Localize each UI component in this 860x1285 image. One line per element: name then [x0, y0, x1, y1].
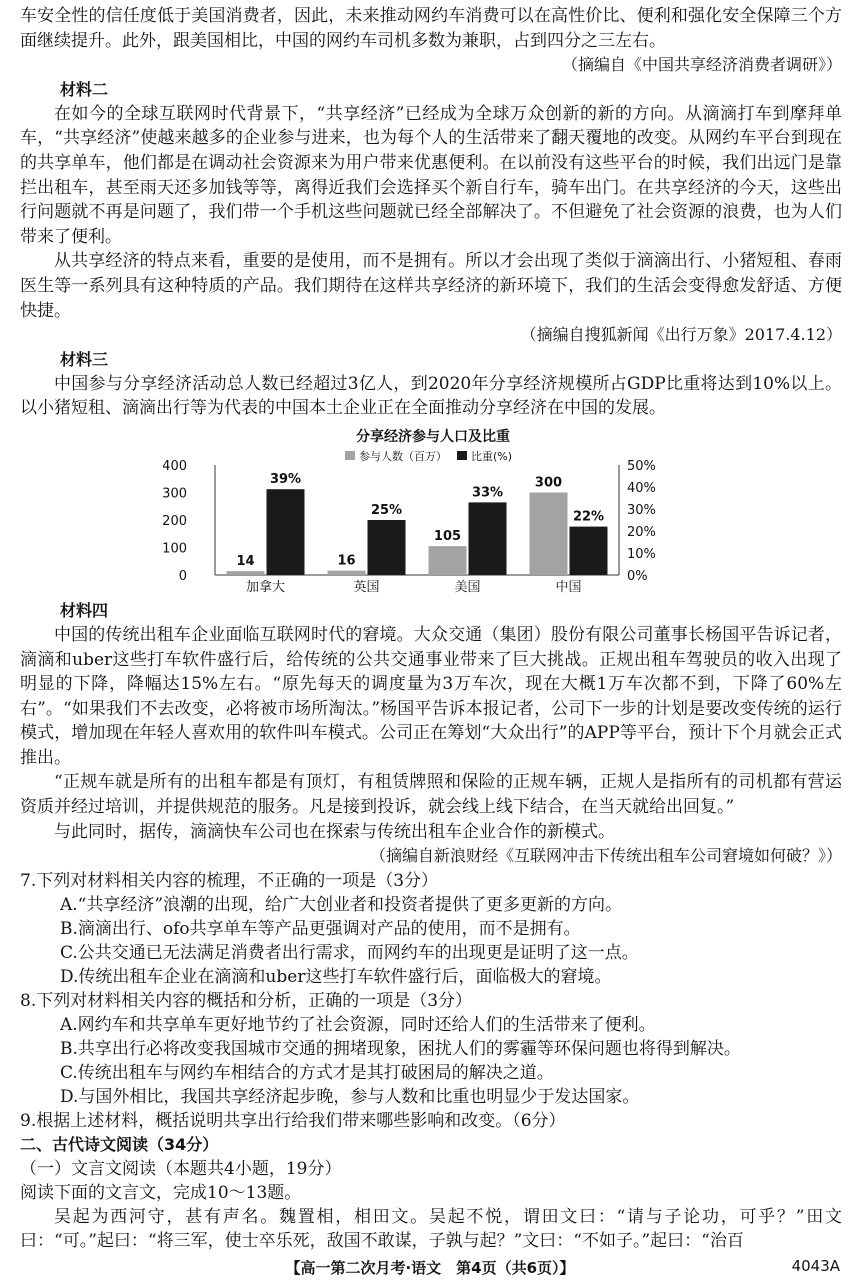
bar-participants	[328, 571, 366, 575]
y-tick-left-label: 0	[178, 568, 187, 584]
y-tick-right-label: 40%	[627, 480, 656, 496]
classical-text-paragraph: 吴起为西河守，甚有声名。魏置相，相田文。吴起不悦，谓田文曰：“请与子论功，可乎？”田文曰：“可。”起曰：“将三军，使士卒乐死，敌国不敢谋，子孰与起？”文曰：“不如子。”起曰：“治百	[20, 1206, 842, 1252]
bar-share	[368, 520, 406, 575]
material4-paragraph-1: 中国的传统出租车企业面临互联网时代的窘境。大众交通（集团）股份有限公司董事长杨国平告诉记者，滴滴和uber这些打车软件盛行后，给传统的公共交通事业带来了巨大挑战。正规出租车驾驶员的收入出现了明显的下降，降幅达15%左右。“原先每天的调度量为3万车次，现在大概1万车次都不到，下降了60%左右”。“如果我们不去改变，必将被市场所淘汰。”杨国平告诉本报记者，公司下一步的计划是要改变传统的运行模式，增加现在年轻人喜欢用的软件叫车模式。公司正在筹划“大众出行”的APP等平台，预计下个月就会正式推出。	[20, 624, 842, 768]
bar-participants	[429, 546, 467, 575]
bar-data-label: 39%	[269, 472, 302, 488]
x-category-label: 加拿大	[245, 579, 286, 595]
bar-participants	[530, 492, 568, 575]
legend-swatch	[345, 451, 355, 460]
y-tick-left-label: 200	[163, 513, 187, 529]
y-tick-right-label: 10%	[627, 546, 656, 562]
chart-plot-area	[163, 459, 656, 595]
bar-data-label: 25%	[370, 502, 403, 518]
bar-data-label: 105	[433, 529, 462, 545]
x-category-label: 美国	[454, 579, 481, 595]
material2-heading: 材料二	[60, 79, 109, 99]
y-tick-right-label: 20%	[627, 524, 656, 540]
legend-label: 参与人数（百万）	[359, 449, 447, 463]
question-8-stem: 8.下列对材料相关内容的概括和分析，正确的一项是（3分）	[20, 990, 473, 1011]
legend-label: 比重(%)	[471, 449, 513, 463]
material2-paragraph-1: 在如今的全球互联网时代背景下，“共享经济”已经成为全球万众创新的新的方向。从滴滴打车到摩拜单车，“共享经济”使越来越多的企业参与进来，也为每个人的生活带来了翻天覆地的改变。从网约车平台到现在的共享单车，他们都是在调动社会资源来为用户带来优惠便利。在以前没有这些平台的时候，我们出远门是靠拦出租车，甚至雨天还多加钱等等，离得近我们会选择买个新自行车，骑车出门。在共享经济的今天，这些出行问题就不再是问题了，我们带一个手机这些问题就已经全部解决了。不但避免了社会资源的浪费，也为人们带来了便利。	[20, 103, 842, 247]
section-2-instruction: 阅读下面的文言文，完成10～13题。	[20, 1182, 302, 1203]
question-8-option-b: B.共享出行必将改变我国城市交通的拥堵现象，困扰人们的雾霾等环保问题也将得到解决。	[60, 1038, 741, 1059]
bar-data-label: 300	[534, 475, 563, 491]
legend-swatch	[457, 451, 467, 460]
bar-share	[570, 527, 608, 575]
page-footer	[0, 1254, 860, 1280]
y-tick-left-label: 100	[163, 541, 187, 557]
material4-paragraph-3: 与此同时，据传，滴滴快车公司也在探索与传统出租车企业合作的新模式。	[54, 821, 615, 842]
x-category-label: 中国	[555, 579, 582, 595]
bar-data-label: 33%	[471, 485, 504, 501]
question-9-stem: 9.根据上述材料，概括说明共享出行给我们带来哪些影响和改变。（6分）	[20, 1110, 566, 1131]
material3-heading: 材料三	[60, 349, 109, 369]
material4-paragraph-2: “正规车就是所有的出租车都是有顶灯，有租赁牌照和保险的正规车辆，正规人是指所有的司机都有营运资质并经过培训，并提供规范的服务。凡是接到投诉，就会线上线下结合，在当天就给出回复。”	[20, 772, 842, 818]
material1-tail: 车安全性的信任度低于美国消费者，因此，未来推动网约车消费可以在高性价比、便利和强化安全保障三个方面继续提升。此外，跟美国相比，中国的网约车司机多数为兼职，占到四分之三左右。	[20, 6, 842, 51]
page-content	[20, 4, 842, 1254]
question-7-stem: 7.下列对材料相关内容的梳理，不正确的一项是（3分）	[20, 870, 439, 891]
chart-legend	[345, 449, 512, 463]
section-2-subtitle: （一）文言文阅读（本题共4小题，19分）	[20, 1158, 342, 1179]
bar-share	[469, 502, 507, 575]
material1-source: （摘编自《中国共享经济消费者调研》）	[561, 55, 842, 75]
chart-title: 分享经济参与人口及比重	[356, 428, 510, 445]
y-tick-left-label: 400	[163, 458, 187, 474]
bar-chart	[163, 427, 703, 595]
question-7-option-b: B.滴滴出行、ofo共享单车等产品更强调对产品的使用，而不是拥有。	[60, 918, 581, 939]
y-tick-left-label: 300	[163, 486, 187, 502]
material4-heading: 材料四	[60, 600, 109, 620]
x-category-label: 英国	[353, 579, 380, 595]
y-tick-right-label: 0%	[627, 568, 648, 584]
footer-code: 4043A	[791, 1257, 840, 1275]
material2-source: （摘编自搜狐新闻《出行万象》2017.4.12）	[520, 325, 842, 345]
chart-svg	[163, 427, 703, 595]
question-7-option-c: C.公共交通已无法满足消费者出行需求，而网约车的出现更是证明了这一点。	[60, 942, 639, 963]
bar-data-label: 22%	[572, 509, 605, 525]
bar-participants	[227, 571, 265, 575]
question-7-option-a: A.“共享经济”浪潮的出现，给广大创业者和投资者提供了更多更新的方向。	[60, 894, 623, 915]
material2-paragraph-2: 从共享经济的特点来看，重要的是使用，而不是拥有。所以才会出现了类似于滴滴出行、小猪短租、春雨医生等一系列具有这种特质的产品。我们期待在这样共享经济的新环境下，我们的生活会变得愈发舒适、方便快捷。	[20, 251, 842, 321]
bar-data-label: 14	[236, 554, 255, 570]
bar-data-label: 16	[337, 553, 356, 569]
bar-share	[267, 489, 305, 575]
question-8-option-a: A.网约车和共享单车更好地节约了社会资源，同时还给人们的生活带来了便利。	[60, 1014, 656, 1035]
question-8-option-c: C.传统出租车与网约车相结合的方式才是其打破困局的解决之道。	[60, 1062, 554, 1083]
question-7-option-d: D.传统出租车企业在滴滴和uber这些打车软件盛行后，面临极大的窘境。	[60, 966, 612, 987]
y-tick-right-label: 30%	[627, 502, 656, 518]
section-2-title: 二、古代诗文阅读（34分）	[20, 1134, 219, 1154]
material3-paragraph-1: 中国参与分享经济活动总人数已经超过3亿人，到2020年分享经济规模所占GDP比重将达到10%以上。以小猪短租、滴滴出行等为代表的中国本土企业正在全面推动分享经济在中国的发展。	[20, 373, 842, 419]
question-8-option-d: D.与国外相比，我国共享经济起步晚，参与人数和比重也明显少于发达国家。	[60, 1086, 640, 1107]
y-tick-right-label: 50%	[627, 458, 656, 474]
footer-title: 【高一第二次月考·语文 第4页（共6页）】	[285, 1259, 575, 1277]
material4-source: （摘编自新浪财经《互联网冲击下传统出租车公司窘境如何破？》）	[369, 846, 842, 866]
